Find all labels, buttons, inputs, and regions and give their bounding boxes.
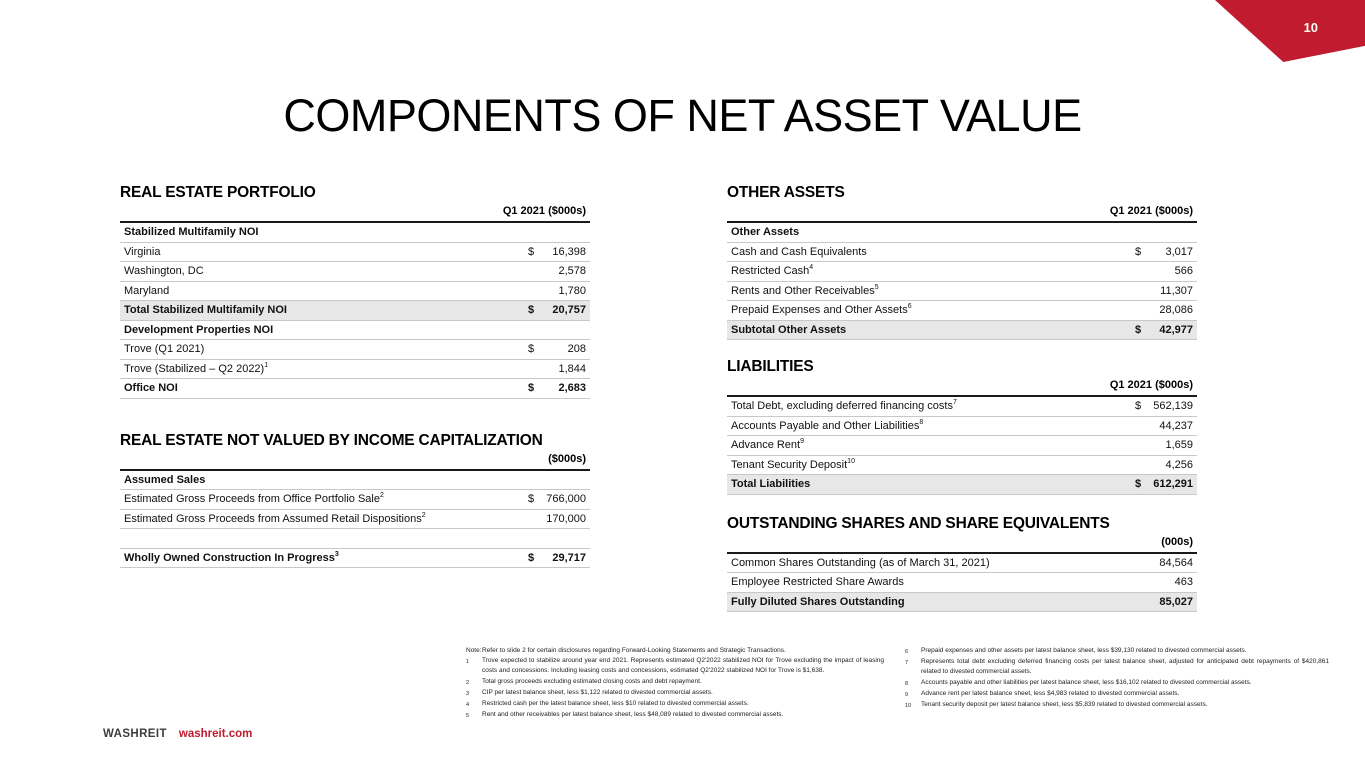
row-label: Total Debt, excluding deferred financing costs$^7$: [731, 399, 957, 413]
footnote-marker: 6: [905, 649, 909, 655]
footnote-text: Accounts payable and other liabilities per latest balance sheet, less $16,102 related to divested commercial assets.: [921, 678, 1252, 686]
page-number: 10: [1303, 20, 1318, 35]
row-label: Common Shares Outstanding (as of March 31, 2021): [731, 556, 990, 569]
row-label: Fully Diluted Shares Outstanding: [731, 595, 905, 608]
row-value: [1135, 478, 1197, 490]
footnote-text: Rent and other receivables per latest balance sheet, less $48,089 related to divested commercial assets.: [482, 711, 784, 719]
table-row: [727, 456, 1197, 476]
table-body: [120, 223, 590, 399]
row-amount: 463: [1174, 576, 1193, 589]
table-heading: OUTSTANDING SHARES AND SHARE EQUIVALENTS: [727, 514, 1110, 532]
row-label: Assumed Sales: [124, 473, 206, 486]
row-label: Maryland: [124, 284, 170, 297]
row-value: [1135, 557, 1197, 569]
row-label: Development Properties NOI: [124, 323, 274, 336]
row-value: [1135, 265, 1197, 277]
row-label: Other Assets: [731, 226, 800, 239]
footnote-text: Prepaid expenses and other assets per latest balance sheet, less $39,130 related to divested commercial assets.: [921, 647, 1247, 654]
table-row: [120, 262, 590, 282]
table-row: [120, 301, 590, 321]
footer-url: washreit.com: [178, 728, 253, 740]
table-row: [727, 554, 1197, 574]
left-column: [120, 184, 590, 568]
table-row: [120, 471, 590, 491]
table-row: [120, 360, 590, 380]
row-value: [528, 513, 590, 525]
row-label: Estimated Gross Proceeds from Office Portfolio Sale$^2$: [124, 492, 384, 506]
row-amount: 11,307: [1160, 284, 1193, 297]
row-label: Stabilized Multifamily NOI: [124, 226, 259, 239]
footnote-marker: 9: [905, 691, 909, 698]
table-body: [727, 223, 1197, 340]
row-amount: 85,027: [1159, 595, 1193, 608]
row-value: [528, 382, 590, 394]
table-row: [727, 301, 1197, 321]
row-label: Advance Rent$^9$: [731, 438, 805, 452]
right-column: [727, 184, 1197, 612]
row-label: Restricted Cash$^4$: [731, 264, 814, 278]
table-heading: REAL ESTATE PORTFOLIO: [120, 184, 316, 201]
row-value: [528, 246, 590, 258]
table-row: [120, 379, 590, 399]
row-value: [1135, 285, 1197, 297]
row-amount: 2,578: [558, 265, 586, 278]
row-amount: 1,780: [558, 284, 586, 297]
row-label: Trove (Stabilized – Q2 2022)$^1$: [124, 361, 269, 375]
table-row: [120, 282, 590, 302]
table-body: [120, 471, 590, 569]
row-amount: 16,398: [552, 245, 586, 258]
dollar-sign: $: [1135, 323, 1142, 336]
dollar-sign: $: [1135, 245, 1142, 258]
footnote-marker: 8: [905, 680, 909, 687]
footnote-text: Total gross proceeds excluding estimated closing costs and debt repayment.: [482, 677, 702, 685]
row-amount: 3,017: [1165, 245, 1193, 258]
row-amount: 562,139: [1153, 400, 1193, 413]
footnote-item: [466, 656, 884, 676]
table-row: [120, 490, 590, 510]
row-value: [1135, 304, 1197, 316]
dollar-sign: $: [528, 551, 535, 564]
footnote-item: [905, 646, 1329, 657]
footnote-marker: 10: [905, 703, 912, 710]
dollar-sign: $: [528, 343, 535, 356]
row-amount: 766,000: [546, 493, 586, 506]
footnote-item: [905, 678, 1329, 689]
liabilities-table: [727, 358, 1197, 495]
table-unit-header: Q1 2021 ($000s): [727, 377, 1197, 397]
footnote-text: Advance rent per latest balance sheet, less $4,983 related to divested commercial assets.: [921, 689, 1180, 697]
table-row: [727, 436, 1197, 456]
table-row: [120, 223, 590, 243]
row-value: [1135, 420, 1197, 432]
table-row: [727, 573, 1197, 593]
row-amount: 170,000: [546, 512, 586, 525]
table-unit-header: Q1 2021 ($000s): [727, 203, 1197, 223]
footnote-item: [466, 646, 884, 656]
table-row: [727, 243, 1197, 263]
table-row: [727, 321, 1197, 341]
row-amount: 84,564: [1159, 556, 1193, 569]
table-unit-header: Q1 2021 ($000s): [120, 203, 590, 223]
table-row: [727, 475, 1197, 495]
dollar-sign: $: [528, 245, 535, 258]
row-label: Subtotal Other Assets: [731, 323, 847, 336]
slide-title: COMPONENTS OF NET ASSET VALUE: [283, 90, 1082, 141]
row-label: Accounts Payable and Other Liabilities$^8$: [731, 418, 924, 432]
footnote-marker: 3: [466, 690, 470, 697]
footnote-marker: 4: [466, 702, 470, 709]
other-assets-table: [727, 184, 1197, 340]
footnote-item: [466, 710, 884, 721]
footnote-item: [905, 657, 1329, 677]
footer: [103, 728, 252, 740]
row-value: [528, 552, 590, 564]
footnote-marker: 1: [466, 659, 470, 666]
row-label: Virginia: [124, 245, 161, 258]
table-row: [727, 397, 1197, 417]
row-amount: 29,717: [552, 551, 586, 564]
footer-brand: WASHREIT: [103, 728, 167, 740]
row-value: [528, 343, 590, 355]
row-label: Total Liabilities: [731, 478, 811, 491]
table-unit-header: (000s): [727, 534, 1197, 554]
table-body: [727, 397, 1197, 495]
row-amount: 20,757: [552, 304, 586, 317]
row-amount: 1,659: [1165, 439, 1193, 452]
row-amount: 1,844: [558, 362, 586, 375]
row-value: [1135, 576, 1197, 588]
row-value: [528, 285, 590, 297]
table-row: [120, 321, 590, 341]
row-amount: 2,683: [558, 382, 586, 395]
row-label: Total Stabilized Multifamily NOI: [124, 304, 287, 317]
row-value: [528, 304, 590, 316]
footnote-text: Restricted cash per the latest balance sheet, less $10 related to divested commercial assets.: [482, 700, 749, 708]
footnotes-left: [466, 646, 884, 721]
row-amount: 28,086: [1159, 304, 1193, 317]
footnote-item: [466, 677, 884, 688]
table-row: [727, 282, 1197, 302]
table-row: [120, 340, 590, 360]
table-row: [727, 223, 1197, 243]
row-value: [528, 265, 590, 277]
row-label: Prepaid Expenses and Other Assets$^6$: [731, 303, 912, 317]
row-value: [1135, 400, 1197, 412]
dollar-sign: $: [528, 304, 535, 317]
table-row: [727, 417, 1197, 437]
row-label: Washington, DC: [124, 265, 204, 278]
footnote-item: [905, 700, 1329, 711]
footnote-marker: Note:: [466, 647, 482, 654]
dollar-sign: $: [528, 382, 535, 395]
table-heading: OTHER ASSETS: [727, 184, 845, 201]
row-amount: 44,237: [1159, 419, 1193, 432]
footnote-text: CIP per latest balance sheet, less $1,122 related to divested commercial assets.: [482, 688, 713, 696]
dollar-sign: $: [1135, 400, 1142, 413]
footnote-text: Represents total debt excluding deferred financing costs per latest balance sheet, adjusted for anticipated debt repayments of $420,861 related to divested commercial assets.: [921, 658, 1329, 676]
footnote-item: [905, 689, 1329, 700]
table-row: [727, 593, 1197, 613]
table-row: [727, 262, 1197, 282]
footnote-item: [466, 688, 884, 699]
footnote-marker: 2: [466, 679, 470, 686]
table-row: [120, 510, 590, 530]
row-value: [1135, 459, 1197, 471]
row-amount: 42,977: [1159, 323, 1193, 336]
row-amount: 566: [1174, 265, 1193, 278]
row-amount: 4,256: [1165, 458, 1193, 471]
footnote-marker: 5: [466, 713, 470, 720]
row-value: [1135, 596, 1197, 608]
row-amount: 612,291: [1153, 478, 1193, 491]
dollar-sign: $: [528, 493, 535, 506]
row-label: Trove (Q1 2021): [124, 343, 205, 356]
row-label: Employee Restricted Share Awards: [731, 576, 904, 589]
row-amount: 208: [567, 343, 586, 356]
row-value: [528, 493, 590, 505]
table-unit-header: ($000s): [120, 451, 590, 471]
footnote-text: Tenant security deposit per latest balance sheet, less $5,839 related to divested commercial assets.: [921, 701, 1208, 709]
row-label: Wholly Owned Construction In Progress$^3$: [124, 550, 339, 564]
footnote-text: Refer to slide 2 for certain disclosures regarding Forward-Looking Statements and Strategic Transactions.: [482, 647, 786, 654]
real-estate-not-valued-table: [120, 432, 590, 569]
corner-ribbon: [1215, 0, 1365, 62]
table-row: [120, 529, 590, 549]
table-heading: LIABILITIES: [727, 358, 814, 375]
row-label: Rents and Other Receivables$^5$: [731, 283, 879, 297]
row-value: [1135, 439, 1197, 451]
table-row: [120, 549, 590, 569]
table-heading: REAL ESTATE NOT VALUED BY INCOME CAPITALIZATION: [120, 431, 543, 449]
row-label: Estimated Gross Proceeds from Assumed Retail Dispositions$^2$: [124, 511, 426, 525]
row-value: [1135, 324, 1197, 336]
row-label: Tenant Security Deposit$^{10}$: [731, 457, 855, 471]
real-estate-portfolio-table: [120, 184, 590, 399]
row-value: [1135, 246, 1197, 258]
dollar-sign: $: [1135, 478, 1142, 491]
table-row: [120, 243, 590, 263]
row-value: [528, 363, 590, 375]
footnote-marker: 7: [905, 660, 909, 667]
row-label: Office NOI: [124, 382, 178, 395]
footnote-text: Trove expected to stabilize around year end 2021. Represents estimated Q2'2022 stabilized NOI for Trove excluding the impact of leasing costs and concessions. Including leasing costs and concessions, estimated Q2'2022 stabilized NOI for Trove is $1,638.: [482, 657, 884, 675]
row-label: Cash and Cash Equivalents: [731, 245, 867, 258]
outstanding-shares-table: [727, 515, 1197, 613]
footnotes-right: [905, 646, 1329, 711]
footnote-item: [466, 699, 884, 710]
table-body: [727, 554, 1197, 613]
